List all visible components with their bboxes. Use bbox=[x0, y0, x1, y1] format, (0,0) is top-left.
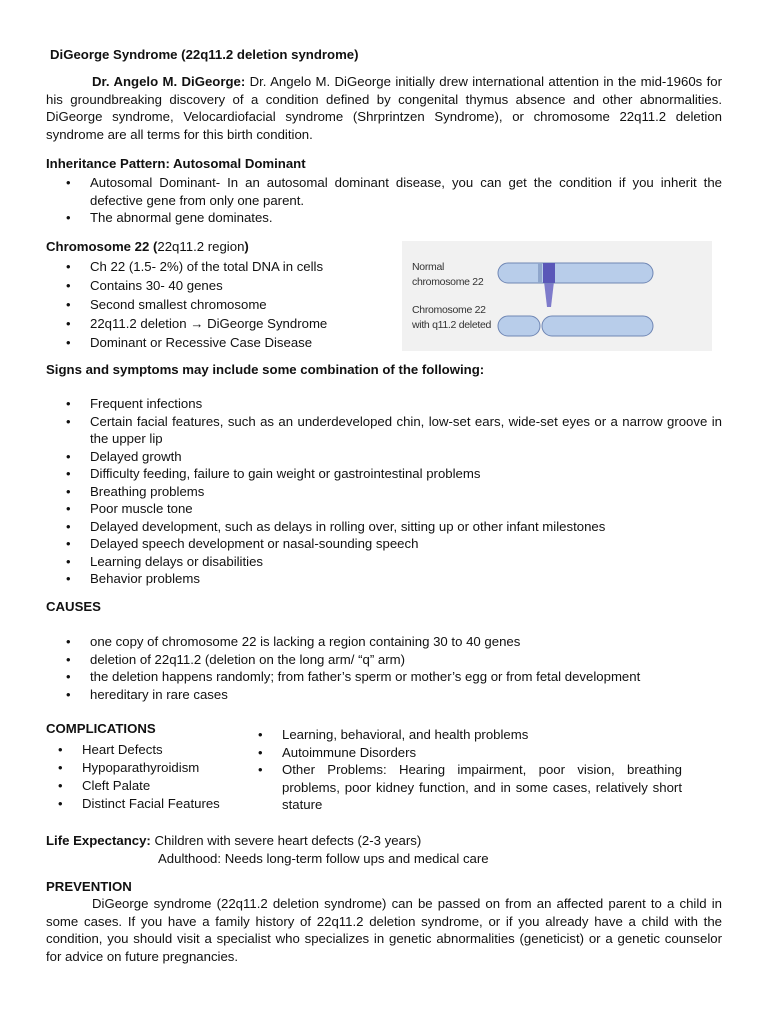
life-expectancy-line2: Adulthood: Needs long-term follow ups and medical care bbox=[158, 851, 489, 866]
chromosome-diagram bbox=[402, 241, 712, 351]
list-item: • Hypoparathyroidism bbox=[38, 759, 258, 777]
list-item: • 22q11.2 deletion → DiGeorge Syndrome bbox=[46, 314, 386, 333]
intro-lead: Dr. Angelo M. DiGeorge: bbox=[92, 74, 246, 89]
list-item: • Autosomal Dominant- In an autosomal dominant disease, you can get the condition if you inherit the defective gene from only one parent. bbox=[46, 174, 722, 209]
deleted-label-2: with q11.2 deleted bbox=[412, 319, 492, 331]
list-item: • Breathing problems bbox=[46, 483, 722, 501]
list-item: • Distinct Facial Features bbox=[38, 795, 258, 813]
normal-centromere bbox=[538, 263, 542, 283]
list-item: • Certain facial features, such as an underdeveloped chin, low-set ears, wide-set eyes or a narrow groove in the upper lip bbox=[46, 413, 722, 448]
complications-right-list bbox=[238, 726, 682, 814]
chromosome-heading-region: 22q11.2 region bbox=[157, 239, 245, 254]
list-item: • Heart Defects bbox=[38, 741, 258, 759]
chromosome-heading bbox=[46, 238, 249, 256]
prevention-paragraph: DiGeorge syndrome (22q11.2 deletion syndrome) can be passed on from an affected parent to a child in some cases. If you have a family history of 22q11.2 deletion syndrome, or if you already have a child with the condition, you should visit a specialist who specializes in genetic abnormalities (geneticist) or a genetic counselor for advice on future pregnancies. bbox=[46, 896, 722, 964]
list-item: • Delayed speech development or nasal-sounding speech bbox=[46, 535, 722, 553]
list-item: • one copy of chromosome 22 is lacking a region containing 30 to 40 genes bbox=[46, 633, 722, 651]
chromosome-figure bbox=[402, 241, 712, 351]
list-item: • Behavior problems bbox=[46, 570, 722, 588]
list-item: • Delayed development, such as delays in rolling over, sitting up or other infant milestones bbox=[46, 518, 722, 536]
list-item: • Learning, behavioral, and health problems bbox=[238, 726, 682, 744]
list-item: • Dominant or Recessive Case Disease bbox=[46, 333, 386, 352]
intro-paragraph bbox=[46, 73, 722, 143]
q11-band bbox=[543, 263, 555, 283]
life-expectancy-children: Children with severe heart defects (2-3 years) bbox=[150, 833, 422, 848]
list-item: • The abnormal gene dominates. bbox=[46, 209, 722, 227]
chromosome-heading-close: ) bbox=[244, 239, 249, 254]
life-expectancy-label: Life Expectancy: bbox=[46, 833, 151, 848]
complications-left-list bbox=[38, 741, 258, 813]
chromosome-heading-bold: Chromosome 22 ( bbox=[46, 239, 158, 254]
complications-heading: COMPLICATIONS bbox=[46, 721, 156, 736]
list-item: • deletion of 22q11.2 (deletion on the long arm/ “q” arm) bbox=[46, 651, 722, 669]
list-item: • Frequent infections bbox=[46, 395, 722, 413]
inheritance-heading: Inheritance Pattern: Autosomal Dominant bbox=[46, 156, 306, 171]
list-item: • hereditary in rare cases bbox=[46, 686, 722, 704]
list-item: • Contains 30- 40 genes bbox=[46, 276, 386, 295]
list-item: • the deletion happens randomly; from father’s sperm or mother’s egg or from fetal development bbox=[46, 668, 722, 686]
list-item: • Other Problems: Hearing impairment, poor vision, breathing problems, poor kidney function, and in some cases, relatively short stature bbox=[238, 761, 682, 814]
normal-chromosome-bar bbox=[498, 263, 653, 283]
inheritance-list bbox=[46, 174, 722, 227]
deleted-chromosome-left bbox=[498, 316, 540, 336]
causes-list bbox=[46, 633, 722, 703]
life-expectancy-line1 bbox=[46, 832, 421, 850]
document-title: DiGeorge Syndrome (22q11.2 deletion syndrome) bbox=[50, 47, 359, 62]
list-item: • Learning delays or disabilities bbox=[46, 553, 722, 571]
signs-list bbox=[46, 395, 722, 588]
signs-heading: Signs and symptoms may include some combination of the following: bbox=[46, 362, 485, 377]
chromosome-list bbox=[46, 257, 386, 352]
prevention-heading: PREVENTION bbox=[46, 879, 132, 894]
list-item: • Autoimmune Disorders bbox=[238, 744, 682, 762]
normal-label-1: Normal bbox=[412, 261, 445, 273]
list-item: • Poor muscle tone bbox=[46, 500, 722, 518]
list-item: • Ch 22 (1.5- 2%) of the total DNA in cells bbox=[46, 257, 386, 276]
intro-text: Dr. Angelo M. DiGeorge initially drew international attention in the mid-1960s for his groundbreaking discovery of a condition defined by congenital thymus absence and other abnormalities. DiGeorge syndrome, Velocardiofacial syndrome (Shrprintzen Syndrome), or chromosome 22q11.2 deletion syndrome are all terms for this birth condition. bbox=[46, 74, 722, 142]
list-item: • Delayed growth bbox=[46, 448, 722, 466]
list-item: • Difficulty feeding, failure to gain weight or gastrointestinal problems bbox=[46, 465, 722, 483]
causes-heading: CAUSES bbox=[46, 599, 101, 614]
list-item: • Second smallest chromosome bbox=[46, 295, 386, 314]
deleted-label-1: Chromosome 22 bbox=[412, 304, 486, 316]
list-item: • Cleft Palate bbox=[38, 777, 258, 795]
deleted-chromosome-right bbox=[542, 316, 653, 336]
normal-label-2: chromosome 22 bbox=[412, 276, 484, 288]
